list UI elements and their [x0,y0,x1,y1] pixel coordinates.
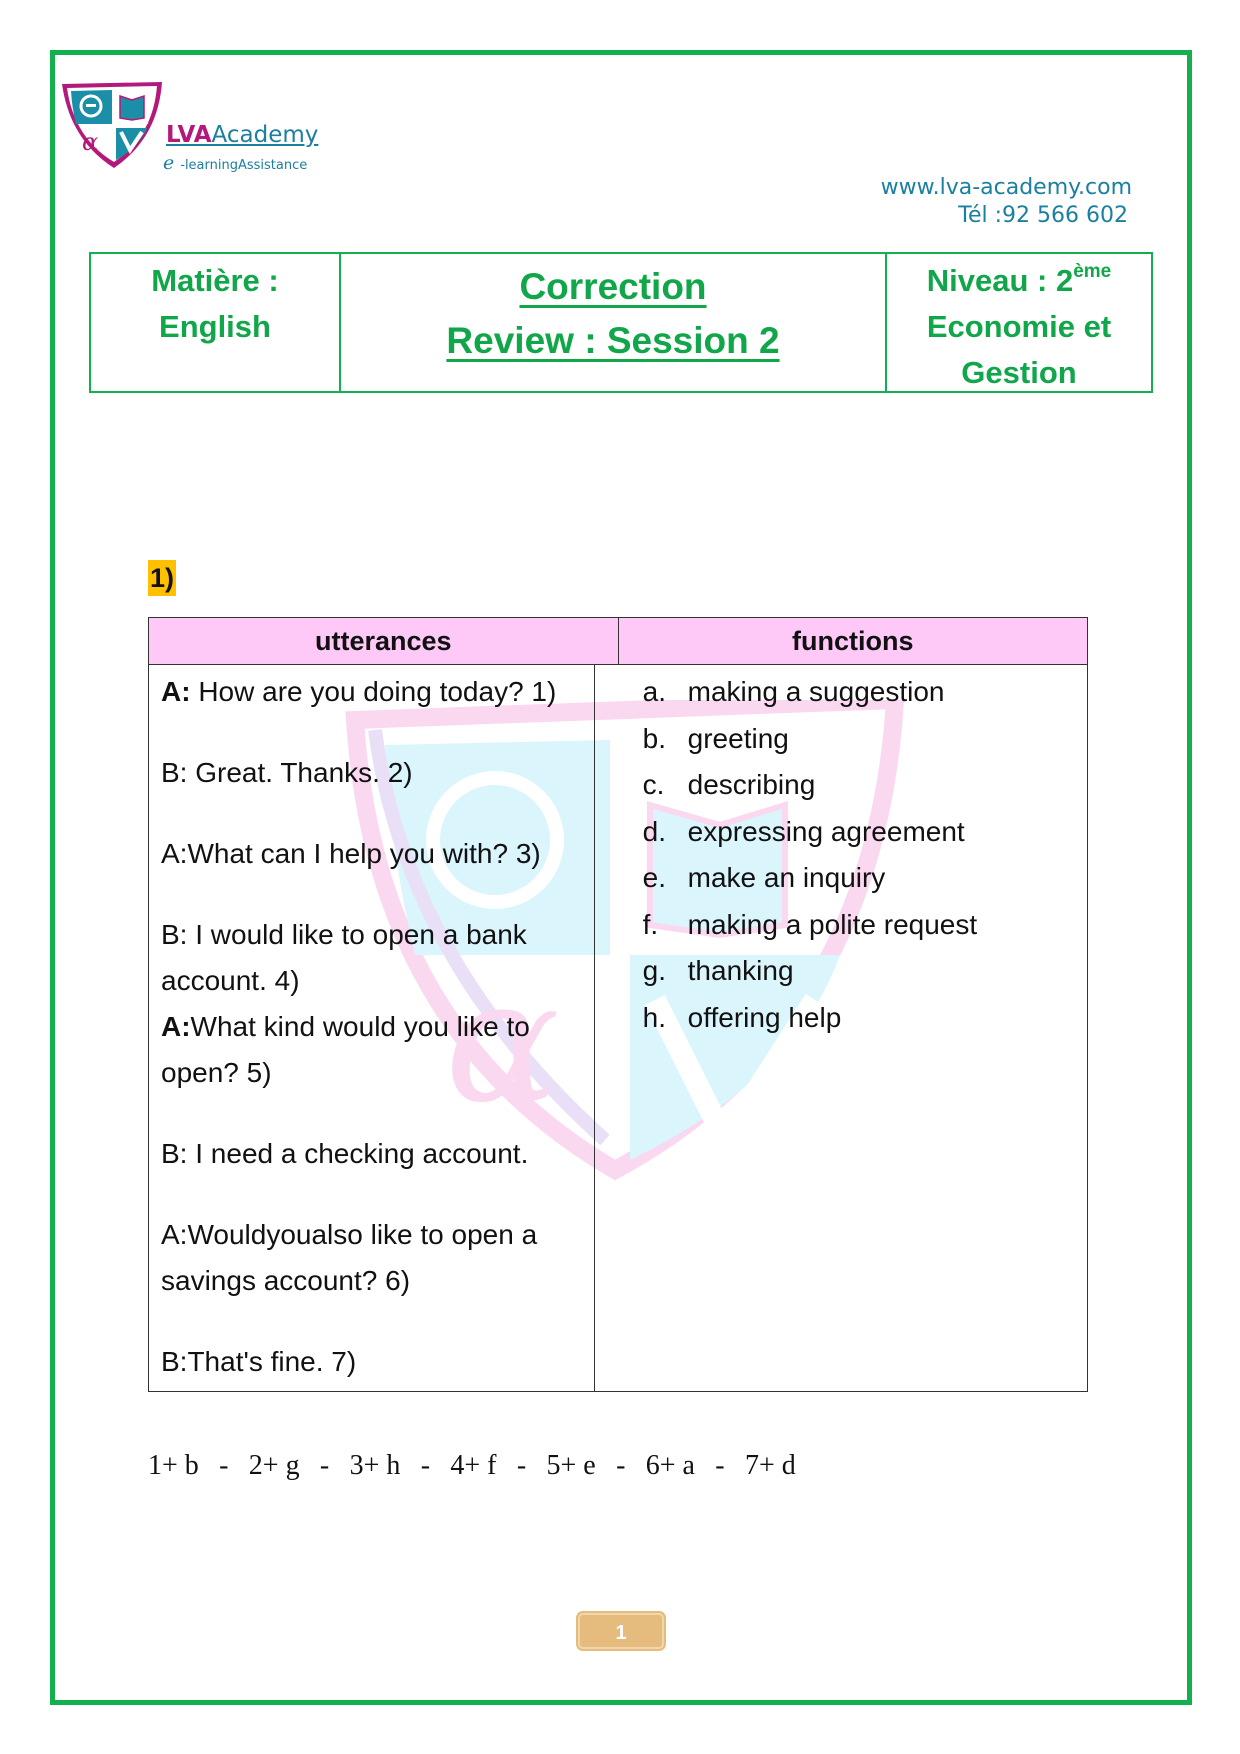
utterance-text: A:What can I help you with? 3) [161,838,541,869]
utterance-text: What kind would you like to open? 5) [161,1011,530,1088]
utterance-7 [161,1212,582,1304]
level-line-3: Gestion [961,355,1077,390]
brand-tagline [163,152,307,174]
answer-separator: - [319,1450,330,1481]
answer-key [148,1450,796,1482]
functions-column [595,665,1087,1391]
subject-cell [91,254,339,391]
utterance-3 [161,831,582,877]
function-text: making a polite request [687,908,978,940]
utterance-8 [161,1339,582,1385]
phone-number: Tél :92 566 602 [958,203,1128,228]
answer-separator: - [516,1450,527,1481]
answer-3: 3+ h [349,1450,401,1481]
function-item-d [643,809,1087,856]
title-cell [339,254,885,391]
answer-separator: - [616,1450,626,1481]
tagline-text: -learningAssistance [180,158,308,173]
function-text: thanking [687,955,794,986]
contact-info [881,174,1132,230]
function-item-f [643,902,1087,949]
speaker-label: A: [161,1011,191,1042]
utterance-text: B: I need a checking account. [161,1138,529,1169]
svg-text:α: α [82,128,99,156]
utterance-2 [161,750,582,796]
function-text: expressing agreement [687,815,965,847]
website-link[interactable]: www.lva-academy.com [880,175,1132,200]
function-letter: f. [642,908,659,940]
answer-separator: - [420,1450,431,1481]
answer-4: 4+ f [450,1450,497,1481]
utterance-text: B:That's fine. 7) [161,1346,357,1377]
utterance-5 [161,1004,582,1096]
function-text: greeting [687,722,789,754]
utterance-text: A:Wouldyoualso like to open a savings account? 6) [161,1219,538,1296]
function-letter: g. [642,955,667,986]
function-item-a [643,669,1087,716]
lva-academy-logo-icon [58,78,168,170]
tagline-e: e [163,152,175,174]
answer-7: 7+ d [744,1450,796,1481]
brand-name [166,122,318,148]
page-number-badge: 1 [578,1613,664,1649]
function-item-g [643,948,1087,995]
title-line-2: Review : Session 2 [446,320,780,361]
header-utterances: utterances [314,626,452,656]
subject-value: English [159,309,271,344]
utterance-1 [161,669,582,715]
function-item-e [643,855,1087,902]
matching-table [148,617,1088,1392]
function-letter: d. [642,815,667,847]
utterance-text: B: I would like to open a bank account. 4) [161,919,527,996]
function-item-h [643,995,1087,1042]
question-number: 1) [148,560,176,596]
utterance-4 [161,912,582,1004]
function-item-b [643,716,1087,763]
function-letter: c. [642,769,665,800]
utterances-column [149,665,595,1391]
brand-name-lva: LVA [166,122,212,148]
answer-6: 6+ a [645,1450,695,1481]
function-letter: b. [642,722,667,754]
title-line-1: Correction [519,266,707,307]
svg-text:α: α [445,943,560,1141]
answer-separator: - [715,1450,725,1481]
utterance-text: B: Great. Thanks. 2) [161,757,413,788]
answer-5: 5+ e [546,1450,596,1481]
utterance-6 [161,1131,582,1177]
function-text: describing [687,769,816,800]
table-body [149,665,1087,1391]
function-text: offering help [687,1001,842,1033]
subject-label: Matière : [151,263,279,298]
function-letter: h. [642,1001,667,1033]
function-letter: a. [642,676,667,707]
speaker-label: A: [161,676,191,707]
function-letter: e. [642,862,667,893]
level-cell [885,254,1151,391]
function-text: making a suggestion [687,676,945,707]
utterance-text: How are you doing today? 1) [190,676,557,707]
level-label: Niveau : 2 [926,263,1074,298]
answer-separator: - [219,1450,229,1481]
level-sup: ème [1073,261,1112,282]
function-item-c [643,762,1087,809]
header-table [89,252,1153,393]
function-text: make an inquiry [687,862,886,893]
level-line-2: Economie et [926,309,1112,344]
answer-1: 1+ b [148,1450,199,1481]
answer-2: 2+ g [248,1450,300,1481]
table-header-row [149,618,1087,665]
header-functions: functions [618,618,1088,664]
brand-name-academy: Academy [211,122,319,148]
